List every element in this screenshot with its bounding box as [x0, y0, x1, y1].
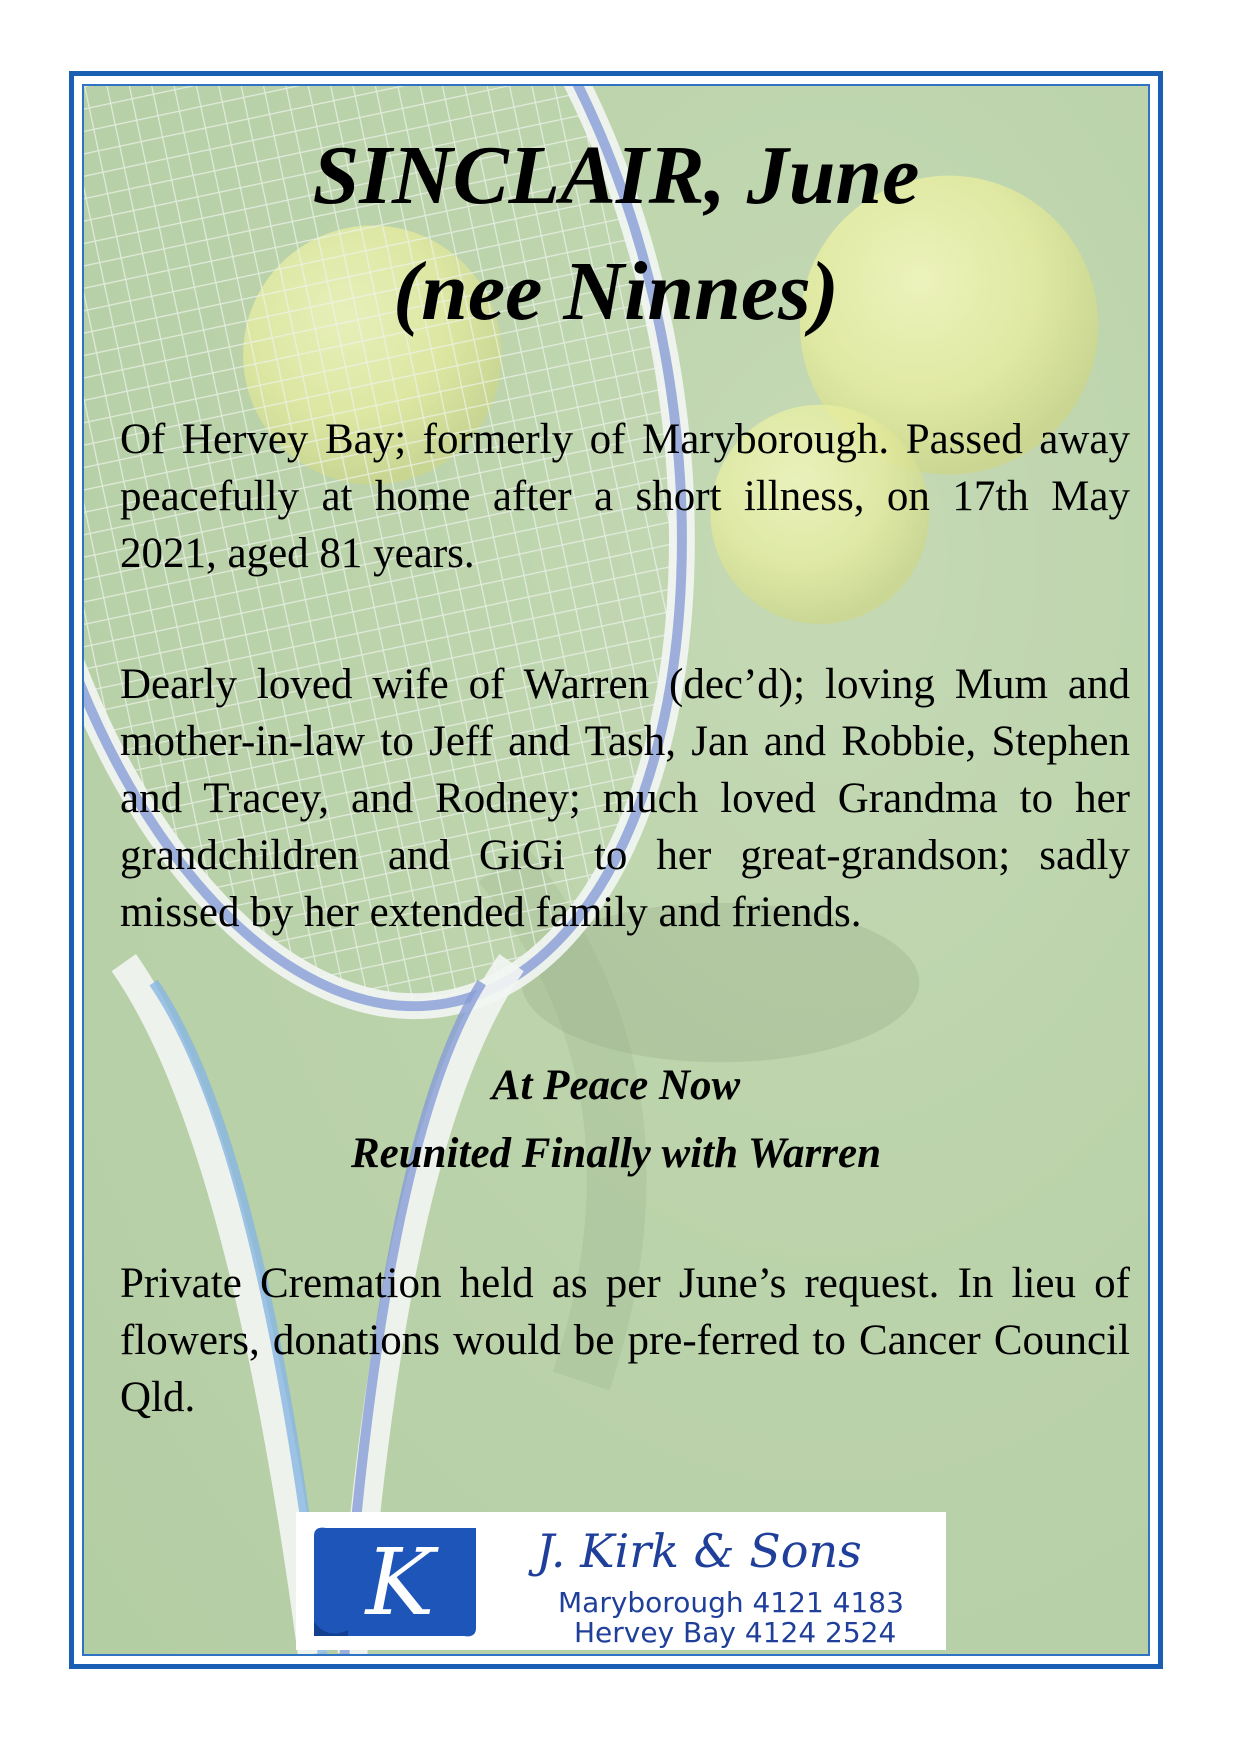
logo-letter: K: [365, 1529, 435, 1636]
notice-title-maiden-name: (nee Ninnes): [393, 245, 839, 338]
notice-border: [69, 71, 1163, 1669]
notice-title-name: SINCLAIR, June: [312, 129, 920, 222]
notice-paragraph-arrangements: Private Cremation held as per June’s request. In lieu of flowers, donations would be pre-ferred to Cancer Council Qld.: [120, 1260, 1130, 1421]
funeral-director-phone-hervey-bay: Hervey Bay 4124 2524: [574, 1616, 897, 1649]
kirk-k-emblem-icon: [308, 1522, 488, 1640]
notice-paragraph-passing: Of Hervey Bay; formerly of Maryborough. Passed away peacefully at home after a short illness, on 17th May 2021, aged 81 years.: [120, 416, 1130, 577]
funeral-director-phone-maryborough: Maryborough 4121 4183: [558, 1586, 904, 1619]
funeral-director-name: J. Kirk & Sons: [536, 1524, 862, 1578]
notice-verse-line-2: Reunited Finally with Warren: [350, 1130, 882, 1177]
notice-paragraph-family: Dearly loved wife of Warren (dec’d); loving Mum and mother-in-law to Jeff and Tash, Jan and Robbie, Stephen and Tracey, and Rodney; much loved Grandma to her grandchildren and GiGi to her great-grandson; sadly missed by her extended family and friends.: [120, 661, 1130, 936]
funeral-director-logo: [296, 1512, 946, 1650]
notice-verse-line-1: At Peace Now: [491, 1062, 741, 1109]
notice-panel: [82, 84, 1150, 1656]
notice-content: [84, 86, 1148, 1654]
